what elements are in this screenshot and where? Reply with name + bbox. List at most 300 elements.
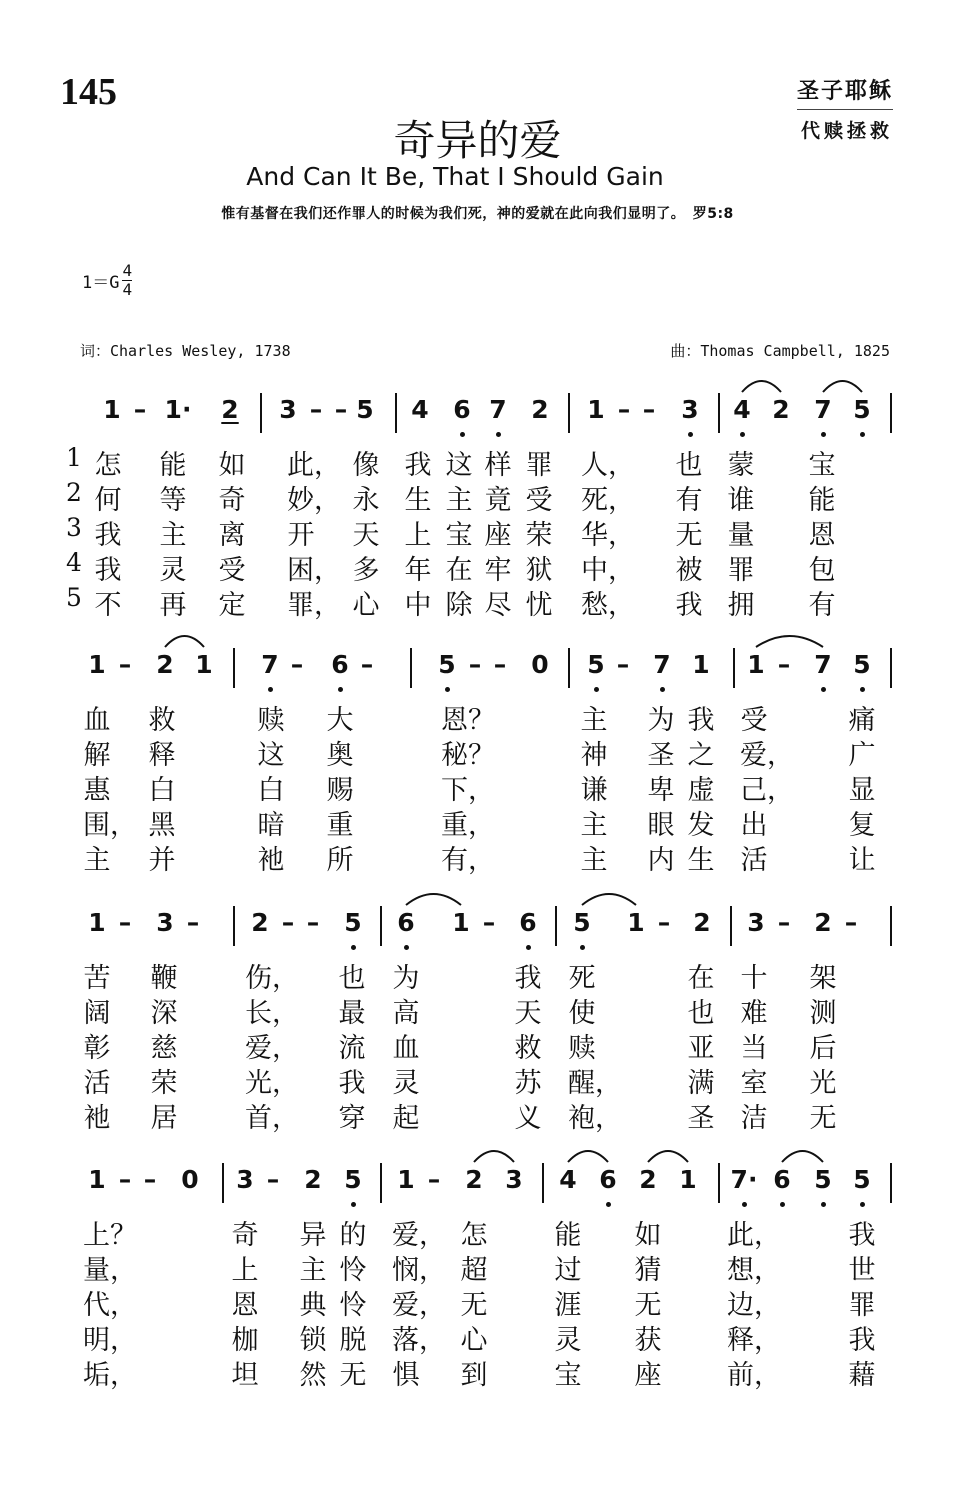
lyric-word: 妙，: [287, 485, 341, 516]
slur-arc: [782, 1151, 823, 1162]
lyric-word: 洁: [740, 1103, 768, 1134]
lyric-word: 罪: [525, 450, 553, 481]
lyric-word: 心: [352, 590, 380, 621]
bar-line: [568, 648, 570, 688]
octave-dot: [460, 432, 465, 437]
bar-line: [890, 648, 892, 688]
lyric-word: 重: [326, 810, 354, 841]
lyric-word: 再: [159, 590, 187, 621]
lyric-word: 暗: [257, 810, 285, 841]
note: 1: [627, 908, 645, 937]
octave-dot: [860, 687, 865, 692]
note: 3: [747, 908, 765, 937]
lyric-word: 虚: [687, 775, 715, 806]
lyric-word: 恩: [231, 1290, 259, 1321]
lyric-word: 灵: [159, 555, 187, 586]
lyric-word: 爱，: [245, 1033, 299, 1064]
lyric-word: 何: [94, 485, 122, 516]
lyric-word: 明，: [83, 1325, 137, 1356]
lyric-word: 涯: [554, 1290, 582, 1321]
note: 7: [814, 395, 832, 424]
lyric-word: 袍，: [568, 1103, 622, 1134]
note: 0: [181, 1165, 199, 1194]
lyric-word: 光，: [245, 1068, 299, 1099]
lyric-word: 主: [83, 845, 111, 876]
composer-credit: 曲：Thomas Campbell, 1825: [670, 342, 890, 360]
lyric-word: 主: [159, 520, 187, 551]
lyric-word: 长，: [245, 998, 299, 1029]
lyric-word: 奥: [326, 740, 354, 771]
lyric-word: 无: [339, 1360, 367, 1391]
lyric-word: 宝: [445, 520, 473, 551]
lyric-word: 彰: [83, 1033, 111, 1064]
octave-dot: [821, 687, 826, 692]
note: 3: [236, 1165, 254, 1194]
lyric-word: 能: [554, 1220, 582, 1251]
lyric-word: 能: [159, 450, 187, 481]
lyric-word: 我: [94, 520, 122, 551]
note: –: [427, 1165, 441, 1194]
bar-line: [890, 1163, 892, 1203]
note: –: [493, 650, 507, 679]
note: 2: [221, 395, 239, 424]
lyric-word: 当: [740, 1033, 768, 1064]
lyric-word: 也: [338, 963, 366, 994]
bar-line: [380, 906, 382, 946]
lyric-word: 白: [148, 775, 176, 806]
lyric-word: 世: [848, 1255, 876, 1286]
octave-dot: [660, 687, 665, 692]
bar-line: [733, 648, 735, 688]
scripture-verse: 惟有基督在我们还作罪人的时候为我们死，神的爱就在此向我们显明了。 罗5:8: [221, 206, 734, 222]
lyric-word: 离: [218, 520, 246, 551]
lyric-word: 我: [687, 705, 715, 736]
octave-dot: [740, 432, 745, 437]
note: 3: [505, 1165, 523, 1194]
lyric-word: 有，: [441, 845, 495, 876]
lyric-word: 枷: [231, 1325, 259, 1356]
lyric-word: 异: [299, 1220, 327, 1251]
note: –: [334, 395, 348, 424]
lyric-word: 出: [740, 810, 768, 841]
note: 4: [411, 395, 429, 424]
note: 2: [639, 1165, 657, 1194]
lyric-word: 血: [83, 705, 111, 736]
lyric-word: 无: [675, 520, 703, 551]
note: –: [266, 1165, 280, 1194]
category-main: 圣子耶稣: [797, 74, 893, 110]
lyric-word: 华，: [581, 520, 635, 551]
verse-number: 4: [66, 548, 82, 577]
bar-line: [568, 393, 570, 433]
note: 5: [853, 395, 871, 424]
note: 6: [599, 1165, 617, 1194]
lyric-word: 我: [675, 590, 703, 621]
lyric-word: 荣: [150, 1068, 178, 1099]
note: 5: [344, 1165, 362, 1194]
lyric-word: 到: [460, 1360, 488, 1391]
lyric-word: 后: [809, 1033, 837, 1064]
bar-line: [890, 906, 892, 946]
verse-number: 3: [66, 513, 82, 542]
lyric-word: 如: [634, 1220, 662, 1251]
lyric-word: 发: [687, 810, 715, 841]
bar-line: [222, 1163, 224, 1203]
lyric-word: 代，: [83, 1290, 137, 1321]
bar-line: [233, 906, 235, 946]
lyric-word: 包: [808, 555, 836, 586]
lyric-word: 我: [94, 555, 122, 586]
lyric-word: 蒙: [727, 450, 755, 481]
bar-line: [890, 393, 892, 433]
note: 6: [519, 908, 537, 937]
note: 7: [261, 650, 279, 679]
lyric-word: 己，: [740, 775, 794, 806]
lyric-word: 我: [848, 1220, 876, 1251]
lyric-word: 永: [352, 485, 380, 516]
lyric-word: 不: [94, 590, 122, 621]
note: –: [642, 395, 656, 424]
lyric-word: 宝: [808, 450, 836, 481]
slur-arc: [756, 636, 823, 647]
hymn-number: 145: [60, 71, 117, 113]
lyric-word: 罪，: [287, 590, 341, 621]
lyric-word: 悯，: [392, 1255, 446, 1286]
lyric-word: 天: [514, 998, 542, 1029]
note: –: [309, 395, 323, 424]
lyric-word: 然: [299, 1360, 327, 1391]
note: 1: [88, 650, 106, 679]
note: –: [186, 908, 200, 937]
lyric-word: 鞭: [150, 963, 178, 994]
slur-arc: [648, 1151, 688, 1162]
lyric-word: 主: [299, 1255, 327, 1286]
lyric-word: 爱，: [392, 1290, 446, 1321]
note: –: [482, 908, 496, 937]
note: 1·: [164, 395, 192, 424]
lyric-word: 如: [218, 450, 246, 481]
note: 2: [531, 395, 549, 424]
lyric-word: 牢: [484, 555, 512, 586]
lyric-word: 年: [404, 555, 432, 586]
note: –: [617, 395, 631, 424]
note: 1: [88, 908, 106, 937]
octave-dot: [268, 687, 273, 692]
note: 2: [251, 908, 269, 937]
note: 2: [156, 650, 174, 679]
lyric-word: 亚: [687, 1033, 715, 1064]
lyric-word: 生: [404, 485, 432, 516]
note: –: [118, 1165, 132, 1194]
bar-line: [542, 1163, 544, 1203]
lyric-word: 圣: [647, 740, 675, 771]
lyric-word: 阔: [83, 998, 111, 1029]
lyric-word: 无: [634, 1290, 662, 1321]
note: –: [844, 908, 858, 937]
lyric-word: 穿: [338, 1103, 366, 1134]
note: 5: [853, 1165, 871, 1194]
lyric-word: 主: [445, 485, 473, 516]
lyric-word: 室: [740, 1068, 768, 1099]
lyric-word: 广: [848, 740, 876, 771]
lyric-word: 也: [675, 450, 703, 481]
lyric-word: 主: [580, 705, 608, 736]
lyric-word: 生: [687, 845, 715, 876]
lyric-word: 藉: [848, 1360, 876, 1391]
lyric-word: 复: [848, 810, 876, 841]
lyric-word: 获: [634, 1325, 662, 1356]
lyric-word: 为: [392, 963, 420, 994]
lyric-word: 白: [257, 775, 285, 806]
octave-dot: [445, 687, 450, 692]
lyric-word: 中: [404, 590, 432, 621]
lyric-word: 起: [392, 1103, 420, 1134]
octave-dot: [351, 945, 356, 950]
slur-arc: [582, 894, 636, 905]
lyric-word: 恩: [808, 520, 836, 551]
lyric-word: 多: [352, 555, 380, 586]
lyric-word: 深: [150, 998, 178, 1029]
octave-dot: [860, 432, 865, 437]
lyric-word: 卑: [647, 775, 675, 806]
lyric-word: 我: [338, 1068, 366, 1099]
lyric-word: 有: [808, 590, 836, 621]
note: 7: [653, 650, 671, 679]
slur-arc: [568, 1151, 608, 1162]
note: 4: [559, 1165, 577, 1194]
lyric-word: 爱，: [392, 1220, 446, 1251]
note: –: [133, 395, 147, 424]
note: 3: [156, 908, 174, 937]
lyric-word: 尽: [484, 590, 512, 621]
lyric-word: 能: [808, 485, 836, 516]
lyric-word: 惠: [83, 775, 111, 806]
lyric-word: 这: [445, 450, 473, 481]
note: 1: [747, 650, 765, 679]
lyric-word: 居: [150, 1103, 178, 1134]
lyric-word: 救: [514, 1033, 542, 1064]
lyric-word: 垢，: [83, 1360, 137, 1391]
lyric-word: 想，: [727, 1255, 781, 1286]
lyric-word: 流: [338, 1033, 366, 1064]
lyric-word: 超: [460, 1255, 488, 1286]
key-label: 1＝G: [82, 273, 120, 293]
note: 5: [853, 650, 871, 679]
lyric-word: 边，: [727, 1290, 781, 1321]
lyric-word: 眼: [647, 810, 675, 841]
lyric-word: 测: [809, 998, 837, 1029]
lyric-word: 高: [392, 998, 420, 1029]
note: –: [143, 1165, 157, 1194]
lyric-word: 难: [740, 998, 768, 1029]
lyric-word: 定: [218, 590, 246, 621]
time-top: 4: [122, 261, 133, 280]
octave-dot: [780, 1202, 785, 1207]
note: 1: [692, 650, 710, 679]
lyric-word: 黑: [148, 810, 176, 841]
note: 6: [773, 1165, 791, 1194]
lyric-word: 被: [675, 555, 703, 586]
lyric-word: 让: [848, 845, 876, 876]
slur-arc: [474, 1151, 514, 1162]
octave-dot: [338, 687, 343, 692]
note: –: [777, 650, 791, 679]
lyric-word: 怜: [339, 1290, 367, 1321]
bar-line: [555, 906, 557, 946]
bar-line: [260, 393, 262, 433]
lyric-word: 拥: [727, 590, 755, 621]
lyric-word: 死，: [581, 485, 635, 516]
note: 5: [573, 908, 591, 937]
octave-dot: [404, 945, 409, 950]
lyric-word: 血: [392, 1033, 420, 1064]
lyric-word: 并: [148, 845, 176, 876]
lyric-word: 苏: [514, 1068, 542, 1099]
note: 2: [772, 395, 790, 424]
octave-dot: [606, 1202, 611, 1207]
lyric-word: 醒，: [568, 1068, 622, 1099]
lyric-word: 愁，: [581, 590, 635, 621]
lyric-word: 受: [740, 705, 768, 736]
lyric-word: 等: [159, 485, 187, 516]
hymn-title-english: And Can It Be, That I Should Gain: [246, 162, 664, 191]
lyric-word: 落，: [392, 1325, 446, 1356]
lyric-word: 惧: [392, 1360, 420, 1391]
lyric-word: 首，: [245, 1103, 299, 1134]
lyric-word: 此，: [287, 450, 341, 481]
octave-dot: [821, 432, 826, 437]
lyric-word: 使: [568, 998, 596, 1029]
lyric-word: 中，: [581, 555, 635, 586]
note: 5: [587, 650, 605, 679]
lyric-word: 大: [326, 705, 354, 736]
lyric-word: 伤，: [245, 963, 299, 994]
lyric-word: 无: [460, 1290, 488, 1321]
time-bottom: 4: [122, 280, 133, 299]
lyric-word: 所: [326, 845, 354, 876]
lyric-word: 无: [809, 1103, 837, 1134]
lyric-word: 过: [554, 1255, 582, 1286]
note: 6: [397, 908, 415, 937]
note: –: [657, 908, 671, 937]
lyric-word: 样: [484, 450, 512, 481]
lyric-word: 灵: [392, 1068, 420, 1099]
lyric-word: 解: [83, 740, 111, 771]
note: 0: [531, 650, 549, 679]
bar-line: [395, 393, 397, 433]
lyric-word: 心: [460, 1325, 488, 1356]
lyric-word: 在: [687, 963, 715, 994]
lyric-word: 罪: [727, 555, 755, 586]
lyric-word: 赎: [568, 1033, 596, 1064]
lyric-word: 死: [568, 963, 596, 994]
octave-dot: [742, 1202, 747, 1207]
note: 5: [438, 650, 456, 679]
lyric-word: 灵: [554, 1325, 582, 1356]
category-sub: 代赎拯救: [800, 120, 893, 142]
note: –: [290, 650, 304, 679]
lyric-word: 满: [687, 1068, 715, 1099]
lyric-word: 我: [848, 1325, 876, 1356]
bar-line: [233, 648, 235, 688]
note: 5: [344, 908, 362, 937]
note: 2: [814, 908, 832, 937]
lyric-word: 宝: [554, 1360, 582, 1391]
lyric-word: 上: [404, 520, 432, 551]
lyric-word: 也: [687, 998, 715, 1029]
verse-number: 2: [66, 478, 82, 507]
octave-dot: [580, 945, 585, 950]
lyric-word: 释，: [727, 1325, 781, 1356]
slur-arc: [742, 381, 781, 392]
lyric-word: 狱: [525, 555, 553, 586]
lyric-word: 活: [740, 845, 768, 876]
note: 2: [465, 1165, 483, 1194]
note: 6: [453, 395, 471, 424]
note: –: [777, 908, 791, 937]
octave-dot: [688, 432, 693, 437]
bar-line: [718, 393, 720, 433]
lyric-word: 救: [148, 705, 176, 736]
lyric-word: 荣: [525, 520, 553, 551]
lyric-word: 像: [352, 450, 380, 481]
lyric-word: 奇: [218, 485, 246, 516]
slur-arc: [823, 381, 862, 392]
lyric-word: 竟: [484, 485, 512, 516]
lyric-word: 架: [809, 963, 837, 994]
octave-dot: [496, 432, 501, 437]
note: –: [118, 908, 132, 937]
note: 6: [331, 650, 349, 679]
lyric-word: 天: [352, 520, 380, 551]
lyric-word: 人，: [581, 450, 635, 481]
bar-line: [380, 1163, 382, 1203]
lyric-word: 上？: [83, 1220, 137, 1251]
note: 1: [88, 1165, 106, 1194]
note: –: [616, 650, 630, 679]
lyric-word: 的: [339, 1220, 367, 1251]
note: 2: [304, 1165, 322, 1194]
lyric-word: 猜: [634, 1255, 662, 1286]
lyric-word: 光: [809, 1068, 837, 1099]
lyric-word: 主: [580, 845, 608, 876]
bar-line: [718, 1163, 720, 1203]
note: 2: [693, 908, 711, 937]
lyric-word: 为: [647, 705, 675, 736]
lyric-word: 我: [404, 450, 432, 481]
lyric-word: 围，: [83, 810, 137, 841]
lyric-word: 量，: [83, 1255, 137, 1286]
lyric-word: 开: [287, 520, 315, 551]
lyric-word: 典: [299, 1290, 327, 1321]
note: –: [468, 650, 482, 679]
octave-dot: [821, 1202, 826, 1207]
lyricist-credit: 词：Charles Wesley, 1738: [80, 342, 291, 360]
lyric-word: 义: [514, 1103, 542, 1134]
note: 1: [195, 650, 213, 679]
note: 1: [103, 395, 121, 424]
lyric-word: 怎: [94, 450, 122, 481]
lyric-word: 我: [514, 963, 542, 994]
bar-line: [410, 648, 412, 688]
lyric-word: 慈: [150, 1033, 178, 1064]
note: –: [281, 908, 295, 937]
lyric-word: 量: [727, 520, 755, 551]
lyric-word: 内: [647, 845, 675, 876]
lyric-word: 怜: [339, 1255, 367, 1286]
lyric-word: 恩？: [441, 705, 495, 736]
note: 7: [814, 650, 832, 679]
